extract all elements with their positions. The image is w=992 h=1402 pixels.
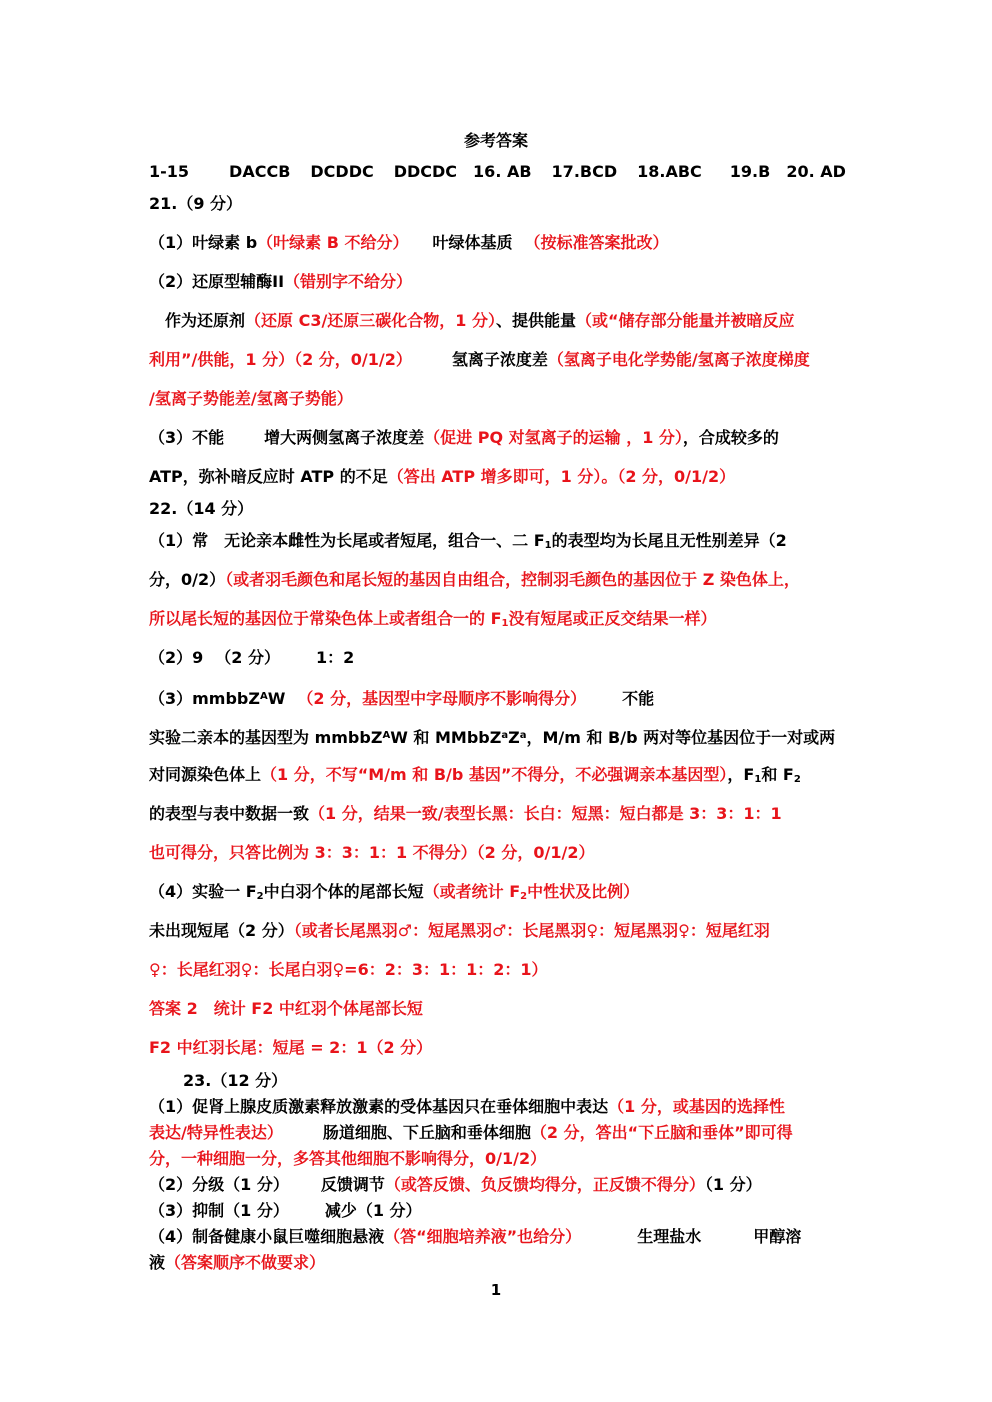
q21-line-7 [149,466,843,488]
q22-4-alt-answer-2: F2 中红羽长尾：短尾 = 2：1（2 分） [149,1038,433,1057]
q22-4-answer-3: 未出现短尾（2 分） [149,921,294,940]
q22-4-alt-answer: 答案 2 统计 F2 中红羽个体尾部长短 [149,999,423,1018]
q22-3-sub-2: 2 [793,774,801,785]
q21-1-note-2: （按标准答案批改） [524,233,669,252]
q22-3-sup-1: A [382,730,391,741]
q23-line-3 [149,1148,843,1170]
q22-2-score: （2 分） [215,648,280,667]
answer-16: 16. AB [473,162,532,181]
q21-1-note: （叶绿素 B 不给分） [257,233,409,252]
q22-3-note-2: （1 分，不写“M/m 和 B/b 基因”不得分，不必强调亲本基因型） [261,765,728,784]
q22-line-10 [149,881,843,908]
q21-2-answer: （2）还原型辅酶II [149,272,285,291]
q22-3-sup-3: a [519,730,527,741]
answer-18: 18.ABC [637,162,702,181]
q23-4-answer: （4）制备健康小鼠巨噬细胞悬液 [149,1227,385,1246]
q22-line-2 [149,569,843,591]
q21-3-note: （促进 PQ 对氢离子的运输 ，1 分） [424,428,683,447]
q21-2-note-3: （或“储存部分能量并被暗反应 [576,311,795,330]
q23-1-answer-2: 肠道细胞、下丘脑和垂体细胞 [322,1123,531,1142]
q21-2-note-6: /氢离子势能差/氢离子势能） [149,389,353,408]
q22-3-genotype-2: W [267,689,286,708]
q23-4-answer-3: 甲醇溶 [753,1227,802,1246]
q23-4-answer-4: 液 [149,1253,166,1272]
q21-2-answer-3: 、提供能量 [496,311,577,330]
q22-3-reason-2: W 和 MMbbZ [390,728,502,747]
q22-3-note-3: （1 分，结果一致/表型长黑：长白：短黑：短白都是 3：3：1：1 [309,804,782,823]
q22-3-reason-4: ，M/m 和 B/b 两对等位基因位于一对或两 [526,728,836,747]
q22-line-3 [149,608,843,635]
q23-2-answer-2: 反馈调节 [320,1175,385,1194]
q21-2-answer-2: 作为还原剂 [165,311,246,330]
q22-4-note-sub: 2 [520,891,528,902]
q22-4-answer: （4）实验一 F [149,882,257,901]
q23-header: 23.（12 分） [183,1071,288,1090]
q23-2-score: （1 分） [704,1175,762,1194]
page-number: 1 [490,1281,502,1299]
q22-1-reason-2: 的表型均为长尾且无性别差异（2 [551,531,787,550]
q22-line-6 [149,725,843,749]
q23-4-note: （答“细胞培养液”也给分） [384,1227,582,1246]
q22-3-reason-3: Z [508,728,520,747]
q21-2-note-5: （氢离子电化学势能/氢离子浓度梯度 [547,350,810,369]
q23-1-note: （1 分，或基因的选择性 [608,1097,785,1116]
q23-1-note-4: 分，一种细胞一分，多答其他细胞不影响得分，0/1/2） [149,1149,547,1168]
q22-1-reason: 无论亲本雌性为长尾或者短尾，组合一、二 F [224,531,545,550]
q22-2-answer: （2）9 [149,648,204,667]
q21-header: 21.（9 分） [149,194,243,213]
q22-1-subscript: 1 [544,540,552,551]
q22-3-reason-5: 对同源染色体上 [149,765,262,784]
q21-2-note-2: （还原 C3/还原三碳化合物，1 分） [245,311,497,330]
q21-2-score: （2 分，0/1/2） [294,350,412,369]
q22-3-genotype: （3）mmbbZ [149,689,260,708]
q22-4-note: （或者统计 F [423,882,521,901]
q22-4-note-2: 中性状及比例） [527,882,640,901]
q22-line-4 [149,647,843,669]
q23-3-answer-2: 减少（1 分） [324,1201,422,1220]
q23-1-note-2: 表达/特异性表达） [149,1123,283,1142]
page-title: 参考答案 [463,131,528,150]
q22-line-1 [149,530,843,557]
q21-line-2 [149,271,843,293]
q22-1-note-2: 所以尾长短的基因位于常染色体上或者组合一的 F [149,609,502,628]
q21-3-note-2: （答出 ATP 增多即可，1 分）。（2 分，0/1/2） [387,467,736,486]
q21-3-answer-3: ，合成较多的 [682,428,779,447]
q21-line-6 [149,427,843,449]
q22-line-14 [149,1037,843,1059]
answer-19: 19.B [729,162,771,181]
q23-2-answer: （2）分级（1 分） [149,1175,289,1194]
q22-line-9 [149,842,843,864]
answer-17: 17.BCD [551,162,618,181]
q22-1-note: （或者羽毛颜色和尾长短的基因自由组合，控制羽毛颜色的基因位于 Z 染色体上， [225,570,800,589]
answer-group-2: DCDDC [310,162,374,181]
q22-4-note-3: （或者长尾黑羽♂：短尾黑羽♂：长尾黑羽♀：短尾黑羽♀：短尾红羽 [293,921,770,940]
q23-1-note-3: （2 分，答出“下丘脑和垂体”即可得 [530,1123,793,1142]
q21-3-answer-4: ATP，弥补暗反应时 ATP 的不足 [149,467,388,486]
q23-line-2 [149,1122,843,1144]
q21-2-note: （错别字不给分） [284,272,413,291]
q22-3-reason-6: ，F [727,765,755,784]
q21-line-1 [149,232,843,254]
q22-1-note-subscript: 1 [501,618,509,629]
answer-20: 20. AD [786,162,846,181]
q22-4-sub: 2 [256,891,264,902]
q23-line-1 [149,1096,843,1118]
q22-3-sup-2: a [501,730,509,741]
q22-1-note-3: 没有短尾或正反交结果一样） [508,609,717,628]
q21-2-answer-4: 氢离子浓度差 [451,350,548,369]
q23-1-answer: （1）促肾上腺皮质激素释放激素的受体基因只在垂体细胞中表达 [149,1097,609,1116]
q23-4-note-2: （答案顺序不做要求） [165,1253,326,1272]
q22-line-8 [149,803,843,825]
choice-answers-line [149,161,846,183]
q22-line-5 [149,686,843,710]
q22-1-answer: （1）常 [149,531,209,550]
q23-3-answer: （3）抑制（1 分） [149,1201,289,1220]
q22-3-reason-7: 和 F [761,765,794,784]
q22-3-reason: 实验二亲本的基因型为 mmbbZ [149,728,383,747]
q22-3-sub-1: 1 [754,774,762,785]
q22-header: 22.（14 分） [149,499,254,518]
q22-line-11 [149,920,843,942]
q22-3-note-4: 也可得分，只答比例为 3：3：1：1 不得分）（2 分，0/1/2） [149,843,595,862]
q23-line-4 [149,1174,843,1196]
q22-line-13 [149,998,843,1020]
q21-1-answer: （1）叶绿素 b [149,233,258,252]
q22-3-superscript: A [260,691,268,702]
answer-group-3: DDCDC [393,162,458,181]
q23-4-answer-2: 生理盐水 [637,1227,702,1246]
q22-3-reason-8: 的表型与表中数据一致 [149,804,310,823]
answer-range: 1-15 [149,162,190,181]
q23-line-6 [149,1226,843,1248]
q21-3-answer: （3）不能 [149,428,225,447]
q21-line-4 [149,349,843,371]
q21-3-answer-2: 增大两侧氢离子浓度差 [264,428,425,447]
q23-line-5 [149,1200,843,1222]
q22-line-7 [149,764,843,791]
q21-line-5 [149,388,843,410]
q22-line-12 [149,959,843,981]
q22-3-note: （2 分，基因型中字母顺序不影响得分） [297,689,587,708]
q23-line-7 [149,1252,843,1274]
q21-1-answer-2: 叶绿体基质 [432,233,513,252]
answer-group-1: DACCB [229,162,291,181]
q21-2-note-4: 利用”/供能，1 分） [149,350,295,369]
q22-2-ratio: 1：2 [316,648,355,667]
q22-4-note-4: ♀：长尾红羽♀：长尾白羽♀=6：2：3：1：1：2：1） [149,960,548,979]
q22-4-answer-2: 中白羽个体的尾部长短 [263,882,424,901]
q22-1-score: 分，0/2） [149,570,226,589]
q23-2-note: （或答反馈、负反馈均得分，正反馈不得分） [384,1175,705,1194]
q22-3-answer: 不能 [622,689,655,708]
q21-line-3 [149,310,843,332]
